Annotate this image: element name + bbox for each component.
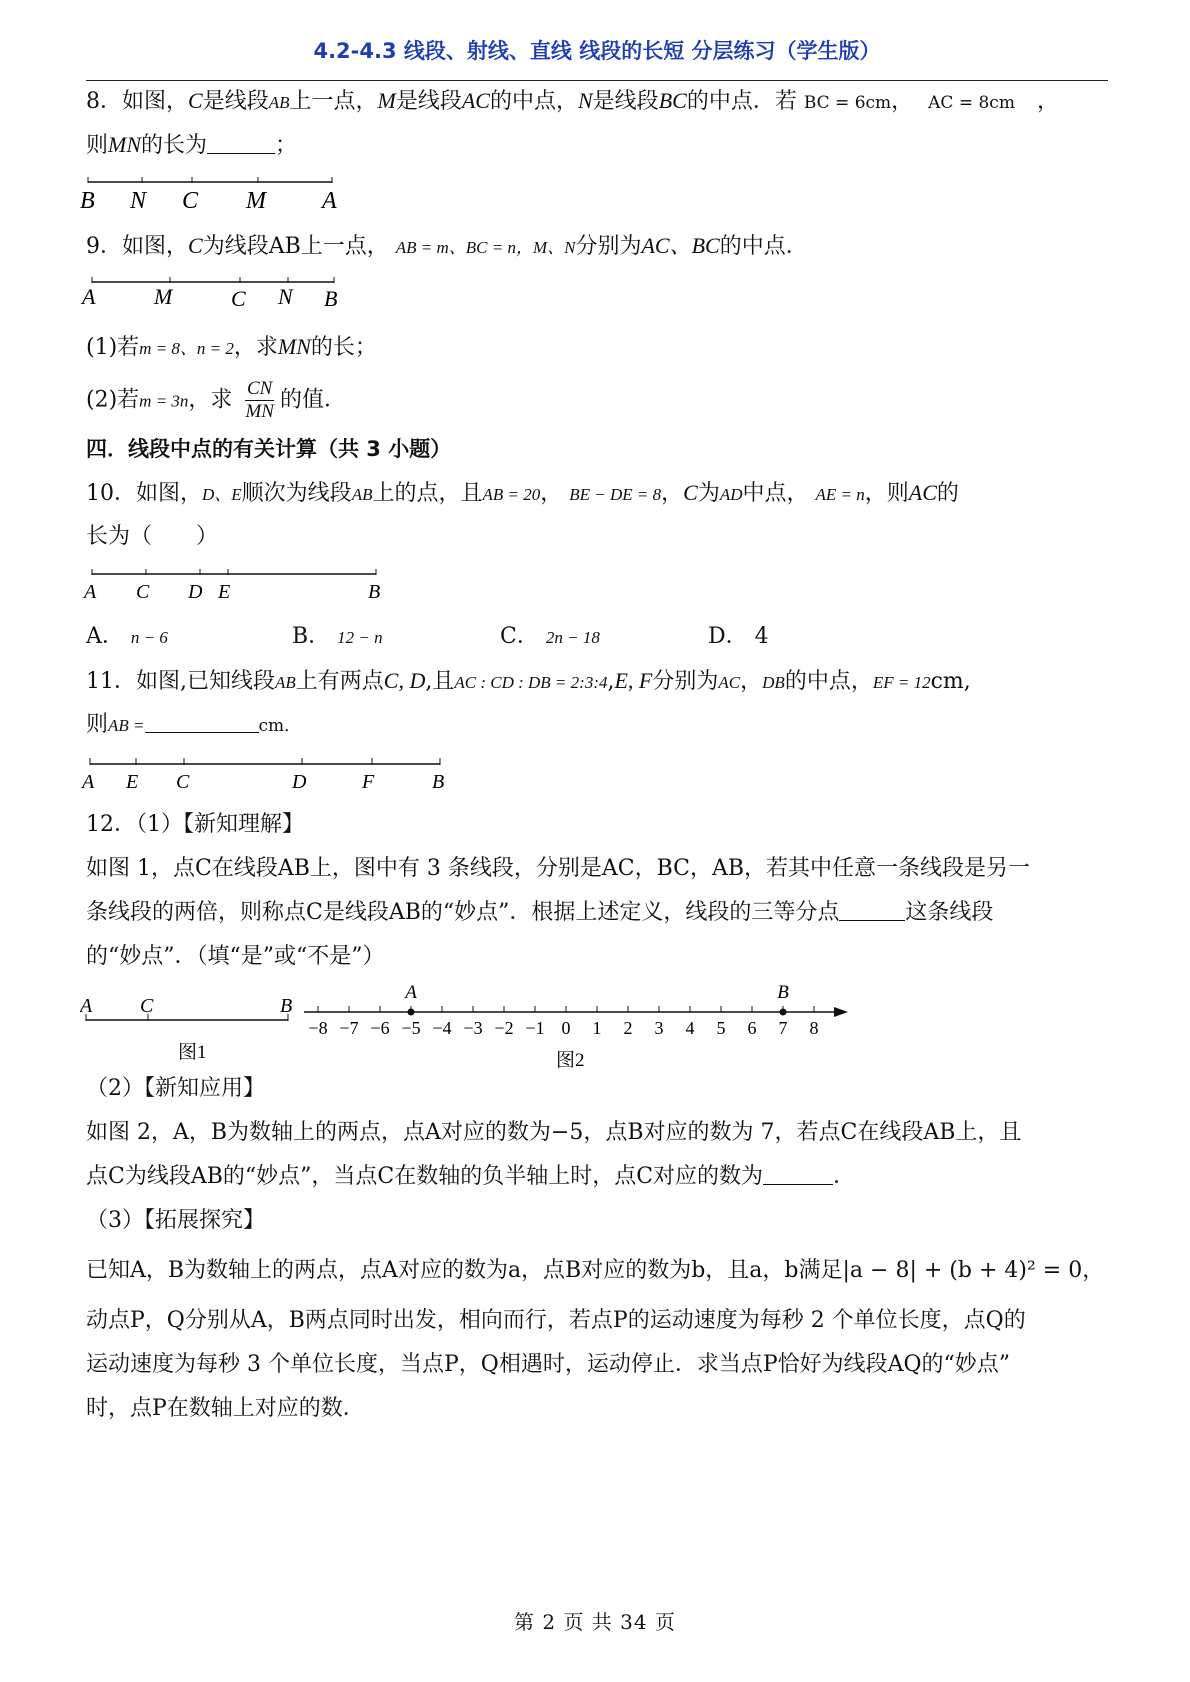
q9-text: 的值． — [279, 387, 346, 413]
q11-text: cm． — [258, 716, 302, 736]
answer-blank[interactable] — [207, 131, 275, 154]
answer-blank[interactable] — [763, 1162, 833, 1185]
option-label: A． — [86, 624, 124, 649]
fig-label: E — [218, 581, 231, 602]
fig-label: A — [80, 995, 93, 1017]
fig-label: N — [278, 284, 293, 309]
fig-label: M — [246, 188, 266, 214]
tick-label: −1 — [525, 1018, 545, 1038]
option-label: D． — [708, 624, 748, 649]
fig-label: C — [231, 286, 246, 311]
q8-text: 则 — [86, 133, 109, 158]
var: D、E — [202, 485, 242, 504]
q11-text: ,且 — [425, 669, 455, 694]
q9-text: ，求 — [233, 335, 278, 360]
q9-text: (2)若 — [86, 387, 140, 413]
fig-label: F — [362, 771, 375, 793]
option-value: 2n − 18 — [545, 628, 600, 647]
q9-text: (1)若 — [86, 335, 140, 360]
q9-line1 — [86, 231, 808, 263]
var: AB — [351, 485, 373, 504]
q8-text: 是线段 — [592, 89, 659, 114]
figure-1 — [80, 990, 300, 1070]
q8-text: 的中点， — [489, 89, 578, 114]
q8-condition: BC = 6cm — [803, 93, 892, 113]
var: AC — [908, 480, 937, 505]
option-label: B． — [292, 624, 331, 649]
tick-label: −5 — [401, 1018, 421, 1038]
section-heading: 四．线段中点的有关计算（共 3 小题） — [86, 437, 452, 461]
var: MN — [108, 132, 142, 157]
option-value: n − 6 — [130, 628, 168, 647]
q12-text: 这条线段 — [905, 900, 994, 925]
q8-text: 上一点， — [289, 89, 378, 114]
tick-label: 0 — [561, 1018, 571, 1038]
var: N — [577, 88, 593, 113]
q10-text: 上的点，且 — [372, 481, 483, 506]
q11-ratio: AC : CD : DB = 2:3:4 — [454, 673, 608, 692]
fig-label: C — [176, 771, 190, 793]
answer-blank[interactable] — [145, 710, 259, 733]
q9-text: 的中点． — [719, 234, 808, 259]
q8-text: 是线段 — [202, 89, 269, 114]
q12-text: 点C为线段AB的“妙点”，当点C在数轴的负半轴上时，点C对应的数为 — [86, 1164, 764, 1189]
q11-line1: 11．如图,已知线段AB上有两点C, D,且AC : CD : DB = 2:3:4,E, F分别为AC，DB的中点，EF = 12cm, — [86, 668, 971, 694]
q11-text: 分别为 — [652, 669, 719, 694]
figure-caption: 图1 — [178, 1042, 207, 1063]
tick-label: 5 — [716, 1018, 726, 1038]
figure-2-number-line — [300, 976, 860, 1072]
q10-figure — [80, 562, 390, 602]
q11-text: 的中点， — [784, 669, 873, 694]
header-title: 4.2-4.3 线段、射线、直线 线段的长短 分层练习（学生版） — [313, 39, 881, 63]
q10-text: 10．如图， — [86, 481, 202, 506]
fig-label: C — [182, 188, 199, 214]
q8-figure — [78, 172, 358, 218]
q9-text: 9．如图， — [86, 234, 188, 259]
tick-label: 6 — [747, 1018, 757, 1038]
q11-equation: AB = — [108, 716, 145, 735]
option-value: 12 − n — [337, 628, 383, 647]
q9-equation: AB = m、BC = n，M、N — [395, 238, 576, 257]
q8-text: 8．如图， — [86, 89, 188, 114]
tick-label: 1 — [592, 1018, 602, 1038]
q12-p1-line2 — [86, 898, 993, 928]
q9-part1 — [86, 332, 377, 364]
q8-text: 是线段 — [395, 89, 462, 114]
tick-label: −6 — [370, 1018, 390, 1038]
fig-label: D — [188, 581, 203, 602]
var: AC、BC — [641, 233, 720, 258]
q9-figure — [80, 272, 370, 314]
var: AB — [275, 673, 296, 692]
var: C, D — [383, 668, 426, 693]
fig-label: A — [82, 771, 95, 793]
q12-p2-line2 — [86, 1162, 855, 1192]
fig-label: D — [292, 771, 307, 793]
tick-label: 4 — [685, 1018, 695, 1038]
var: C — [188, 88, 203, 113]
q9-text: 分别为 — [575, 234, 642, 259]
tick-label: −4 — [432, 1018, 452, 1038]
q12-p3-line4: 时，点P在数轴上对应的数． — [86, 1396, 365, 1421]
var: MN — [277, 334, 311, 359]
var: E, F — [614, 668, 653, 693]
q8-line1: 8．如图，C是线段AB上一点，M是线段AC的中点，N是线段BC的中点．若 BC = 6cm， AC = 8cm ， — [86, 88, 1059, 114]
q9-text: 的长； — [310, 335, 377, 360]
answer-blank[interactable] — [839, 898, 905, 921]
q11-text: 11．如图,已知线段 — [86, 669, 275, 694]
tick-label: −3 — [463, 1018, 483, 1038]
var: BC — [658, 88, 687, 113]
tick-label: 2 — [623, 1018, 633, 1038]
q12-p1-line1: 如图 1，点C在线段AB上，图中有 3 条线段，分别是AC，BC，AB，若其中任意一条线段是另一 — [86, 856, 1031, 881]
q10-text: ，则 — [864, 481, 909, 506]
fraction-denominator: MN — [245, 401, 274, 422]
tick-label: 8 — [809, 1018, 819, 1038]
q12-text: 条线段的两倍，则称点C是线段AB的“妙点”．根据上述定义，线段的三等分点 — [86, 900, 840, 925]
fraction-numerator: CN — [247, 378, 273, 399]
var: DB — [762, 673, 785, 692]
q12-sub2-title: （2）【新知应用】 — [86, 1076, 265, 1101]
q8-text: 的中点．若 — [686, 89, 797, 114]
var: M — [377, 88, 396, 113]
q10-equation: AE = n — [815, 485, 865, 504]
fig-label: B — [80, 188, 95, 214]
q9-part2 — [86, 378, 346, 424]
q11-line2 — [86, 710, 301, 741]
var: AC — [461, 88, 490, 113]
q10-equation: BE − DE = 8 — [569, 485, 662, 504]
q12-p1-line3: 的“妙点”．（填“是”或“不是”） — [86, 944, 385, 969]
option-label: C． — [500, 624, 539, 649]
fig-label: N — [130, 188, 147, 214]
q8-text: 的长为 — [141, 133, 208, 158]
option-c[interactable] — [500, 622, 600, 653]
q11-text: cm, — [930, 669, 971, 694]
var: C — [683, 480, 698, 505]
q12-title: 12．（1）【新知理解】 — [86, 812, 304, 837]
tick-label: −8 — [308, 1018, 328, 1038]
fig-label: B — [432, 771, 445, 793]
point-marker — [408, 1009, 415, 1016]
q12-p3-line2: 动点P，Q分别从A，B两点同时出发，相向而行，若点P的运动速度为每秒 2 个单位长度，点Q的 — [86, 1308, 1026, 1333]
q12-p3-line3: 运动速度为每秒 3 个单位长度，当点P，Q相遇时，运动停止．求当点P恰好为线段AQ的“妙点” — [86, 1352, 1011, 1377]
axis-arrow-icon — [834, 1007, 848, 1017]
figure-caption: 图2 — [556, 1050, 585, 1071]
var: AB — [268, 93, 290, 112]
point-marker — [780, 1009, 787, 1016]
var: C — [188, 233, 203, 258]
q12-text: ． — [833, 1164, 856, 1189]
tick-label: −7 — [339, 1018, 359, 1038]
tick-label: 3 — [654, 1018, 664, 1038]
fraction — [243, 378, 276, 423]
option-d[interactable] — [708, 622, 769, 652]
q9-equation: m = 8、n = 2 — [139, 339, 234, 358]
fig-label: M — [154, 284, 173, 309]
q8-condition: AC = 8cm — [928, 93, 1015, 113]
q11-text: 则 — [86, 712, 109, 737]
q9-text: 为线段AB上一点， — [202, 234, 389, 259]
q10-line1: 10．如图，D、E顺次为线段AB上的点，且AB = 20， BE − DE = 8，C为AD中点， AE = n，则AC的 — [86, 480, 959, 506]
q10-line2: 长为（ ） — [86, 524, 219, 549]
fig-label: A — [82, 284, 96, 309]
option-a[interactable] — [86, 622, 168, 653]
fig-label: E — [126, 771, 139, 793]
q12-p3-line1: 已知A，B为数轴上的两点，点A对应的数为a，点B对应的数为b，且a，b满足|a − 8| + (b + 4)² = 0， — [86, 1258, 1105, 1283]
q11-equation: EF = 12 — [872, 673, 931, 692]
q9-text: ，求 — [188, 387, 233, 413]
q10-text: 为 — [697, 481, 720, 506]
page-header — [86, 34, 1108, 81]
tick-label: 7 — [778, 1018, 788, 1038]
q10-text: 的 — [936, 481, 959, 506]
fig-label: B — [368, 581, 381, 602]
fig-label: A — [84, 581, 97, 602]
q10-text: 顺次为线段 — [241, 481, 352, 506]
fig-label: B — [280, 995, 293, 1017]
q10-equation: AB = 20 — [482, 485, 541, 504]
fig-label: A — [322, 188, 337, 214]
q8-text: ； — [275, 133, 298, 158]
fig-label: C — [140, 995, 154, 1017]
var: AC — [718, 673, 741, 692]
option-value: 4 — [754, 624, 769, 649]
option-b[interactable] — [292, 622, 383, 653]
q12-p2-line1: 如图 2，A，B为数轴上的两点，点A对应的数为−5，点B对应的数为 7，若点C在线段AB上，且 — [86, 1120, 1022, 1145]
fig-label: C — [136, 581, 150, 602]
page-footer: 第 2 页 共 34 页 — [514, 1610, 676, 1634]
q9-equation: m = 3n — [139, 391, 189, 411]
var: AD — [719, 485, 743, 504]
q8-line2 — [86, 130, 297, 161]
q11-figure — [80, 752, 460, 794]
q10-text: 中点， — [742, 481, 809, 506]
fig-label: B — [324, 286, 338, 311]
point-label: B — [777, 982, 789, 1003]
q11-text: 上有两点 — [295, 669, 384, 694]
q12-sub3-title: （3）【拓展探究】 — [86, 1208, 265, 1233]
tick-label: −2 — [494, 1018, 514, 1038]
point-label: A — [405, 982, 417, 1003]
